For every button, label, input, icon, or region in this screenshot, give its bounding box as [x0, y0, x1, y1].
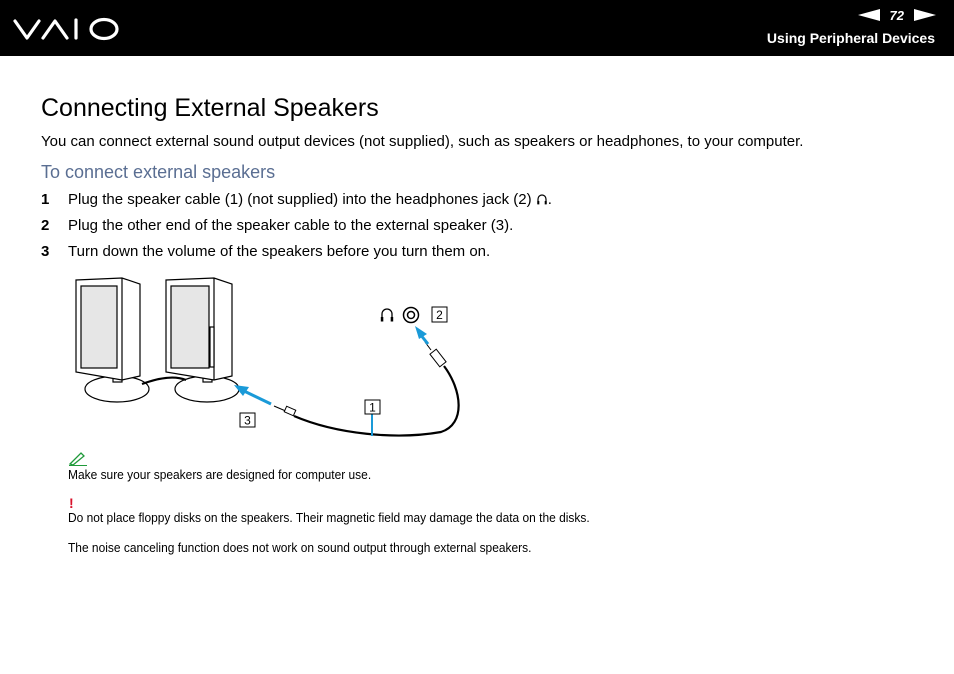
label-1: 1 — [369, 400, 376, 415]
vaio-logo — [12, 14, 122, 44]
step-number: 1 — [41, 191, 50, 208]
triangle-left-icon[interactable] — [858, 9, 880, 21]
right-speaker — [166, 278, 239, 402]
triangle-right-icon[interactable] — [914, 9, 936, 21]
step-number: 2 — [41, 217, 50, 234]
section-title: Using Peripheral Devices — [766, 30, 935, 46]
warning-icon: ! — [69, 495, 74, 511]
speaker-connection-illustration — [66, 272, 466, 442]
headphones-icon — [381, 309, 393, 322]
intro-paragraph: You can connect external sound output devices (not supplied), such as speakers or headphones, to your computer. — [41, 133, 804, 150]
label-2: 2 — [436, 308, 443, 322]
pencil-note-icon — [68, 450, 88, 466]
speaker-plug — [274, 406, 296, 416]
jack-port-icon — [404, 308, 419, 323]
extra-note-text: The noise canceling function does not work on sound output through external speakers. — [68, 540, 532, 555]
note-text: Make sure your speakers are designed for computer use. — [68, 467, 372, 482]
step-text: Plug the other end of the speaker cable to the external speaker (3). — [68, 217, 514, 234]
arrow-to-speaker-icon — [234, 385, 271, 404]
step-text: Plug the speaker cable (1) (not supplied) into the headphones jack (2) . — [68, 191, 552, 208]
page-navigation — [858, 7, 936, 23]
page-number: 72 — [889, 7, 904, 23]
warning-text: Do not place floppy disks on the speakers. Their magnetic field may damage the data on the disks. — [68, 510, 590, 525]
label-3: 3 — [244, 413, 251, 428]
step-text: Turn down the volume of the speakers before you turn them on. — [68, 243, 491, 260]
headphones-icon — [536, 193, 548, 205]
left-speaker — [76, 278, 149, 402]
arrow-to-jack-icon — [415, 326, 428, 344]
procedure-subtitle: To connect external speakers — [41, 162, 276, 182]
jack-plug — [425, 342, 446, 367]
step-number: 3 — [41, 243, 50, 260]
page-header — [0, 0, 954, 56]
page-title: Connecting External Speakers — [41, 94, 379, 122]
